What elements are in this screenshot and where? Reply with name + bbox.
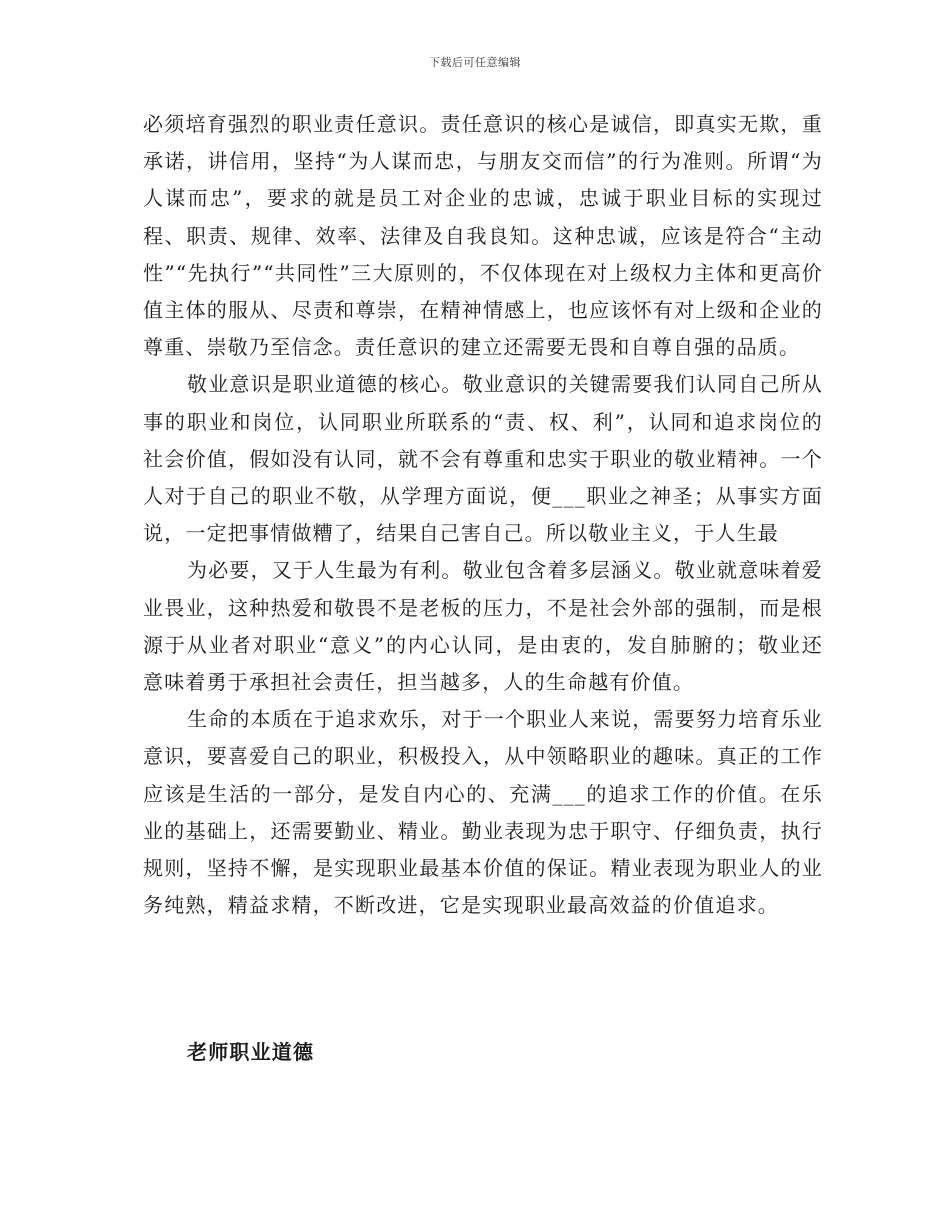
body-text	[143, 106, 823, 924]
paragraph-4: 生命的本质在于追求欢乐，对于一个职业人来说，需要努力培育乐业意识，要喜爱自己的职业，积极投入，从中领略职业的趣味。真正的工作应该是生活的一部分，是发自内心的、充满___的追求工作的价值。在乐业的基础上，还需要勤业、精业。勤业表现为忠于职守、仔细负责，执行规则，坚持不懈，是实现职业最基本价值的保证。精业表现为职业人的业务纯熟，精益求精，不断改进，它是实现职业最高效益的价值追求。	[143, 707, 823, 918]
section-heading: 老师职业道德	[187, 1040, 315, 1064]
header-note: 下载后可任意编辑	[429, 56, 521, 69]
paragraph-3: 为必要，又于人生最为有利。敬业包含着多层涵义。敬业就意味着爱业畏业，这种热爱和敬畏不是老板的压力，不是社会外部的强制，而是根源于从业者对职业“意义”的内心认同，是由衷的，发自肺腑的；敬业还意味着勇于承担社会责任，担当越多，人的生命越有价值。	[143, 558, 823, 695]
paragraph-1: 必须培育强烈的职业责任意识。责任意识的核心是诚信，即真实无欺，重承诺，讲信用，坚持“为人谋而忠，与朋友交而信”的行为准则。所谓“为人谋而忠”，要求的就是员工对企业的忠诚，忠诚于职业目标的实现过程、职责、规律、效率、法律及自我良知。这种忠诚，应该是符合“主动性”“先执行”“共同性”三大原则的，不仅体现在对上级权力主体和更高价值主体的服从、尽责和尊崇，在精神情感上，也应该怀有对上级和企业的尊重、崇敬乃至信念。责任意识的建立还需要无畏和自尊自强的品质。	[143, 112, 823, 360]
paragraph-2: 敬业意识是职业道德的核心。敬业意识的关键需要我们认同自己所从事的职业和岗位，认同职业所联系的“责、权、利”，认同和追求岗位的社会价值，假如没有认同，就不会有尊重和忠实于职业的敬业精神。一个人对于自己的职业不敬，从学理方面说，便___职业之神圣；从事实方面说，一定把事情做糟了，结果自己害自己。所以敬业主义，于人生最	[143, 372, 823, 546]
